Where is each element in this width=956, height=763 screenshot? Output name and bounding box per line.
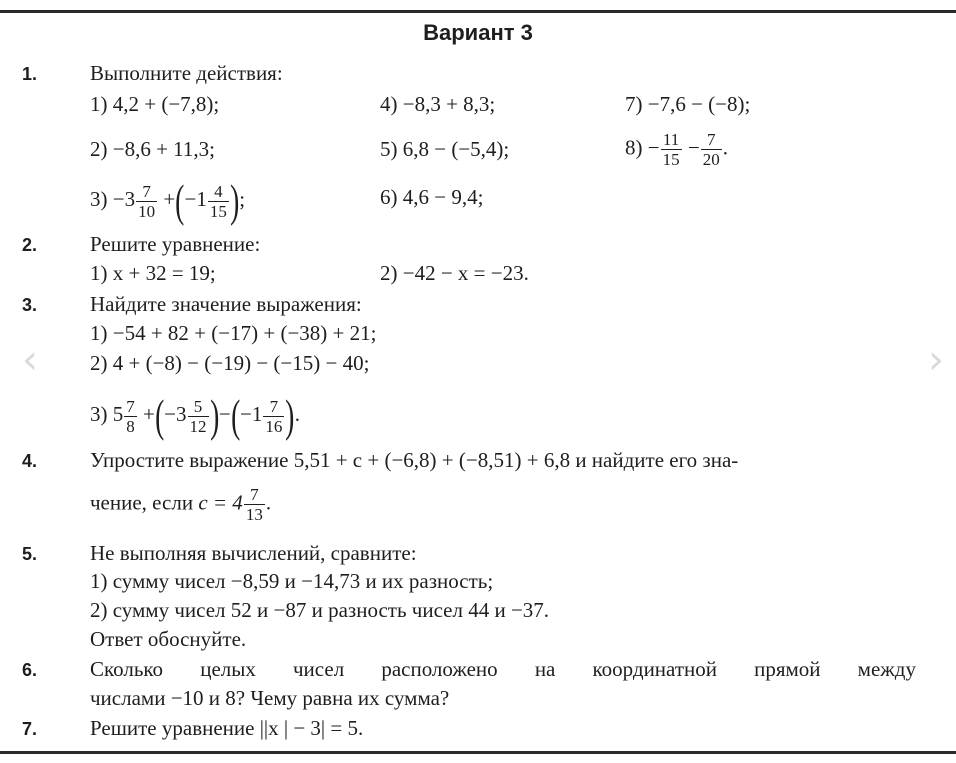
task-2-equation-1: 1) x + 32 = 19; bbox=[90, 261, 216, 285]
task-1-item-4: 4) −8,3 + 8,3; bbox=[380, 92, 496, 116]
task-5-text: Не выполняя вычислений, сравните: bbox=[90, 541, 417, 565]
task-3-line-1: 1) −54 + 82 + (−17) + (−38) + 21; bbox=[90, 321, 377, 345]
fraction-7-13: $\frac{7}{13}$ bbox=[245, 485, 263, 524]
prev-page-arrow-icon[interactable]: ‹ bbox=[22, 337, 38, 383]
page-title: Вариант 3 bbox=[423, 20, 533, 45]
task-1-item-5: 5) 6,8 − (−5,4); bbox=[380, 137, 510, 161]
fraction-7-20: $\frac{7}{20}$ bbox=[702, 130, 720, 169]
task-2-text: Решите уравнение: bbox=[90, 232, 261, 256]
task-1-item-6: 6) 4,6 − 9,4; bbox=[380, 185, 484, 209]
task-3-number: 3. bbox=[22, 295, 38, 315]
fraction-7-10: $\frac{7}{10}$ bbox=[138, 181, 156, 221]
task-1-item-8: 8) − $\frac{11}{15}$ − $\frac{7}{20}$ . bbox=[625, 130, 728, 169]
task-3-line-2: 2) 4 + (−8) − (−19) − (−15) − 40; bbox=[90, 351, 370, 375]
task-4-line-1: Упростите выражение 5,51 + c + (−6,8) + (−8,51) + 6,8 и найдите его зна- bbox=[90, 448, 739, 472]
task-1-item-3: 3) −3 $\frac{7}{10}$ +(−1 $\frac{4}{15}$ ); bbox=[90, 175, 246, 226]
bottom-rule bbox=[0, 751, 956, 754]
task-5-line-1: 1) сумму чисел −8,59 и −14,73 и их разность; bbox=[90, 569, 494, 593]
fraction-11-15: $\frac{11}{15}$ bbox=[662, 130, 680, 169]
item-8-label: 8) bbox=[625, 135, 643, 160]
task-6-line-1: Сколько целых чисел расположено на координатной прямой между bbox=[90, 657, 916, 681]
fraction-4-15: $\frac{4}{15}$ bbox=[209, 181, 227, 221]
task-7-text: Решите уравнение ||x | − 3| = 5. bbox=[90, 716, 364, 740]
task-4-number: 4. bbox=[22, 451, 38, 471]
task-3-text: Найдите значение выражения: bbox=[90, 292, 362, 316]
task-4-line-2: чение, если c = 4 $\frac{7}{13}$ . bbox=[90, 485, 272, 524]
fraction-7-16: $\frac{7}{16}$ bbox=[265, 396, 283, 436]
next-page-arrow-icon[interactable]: › bbox=[928, 337, 944, 383]
task-1-number: 1. bbox=[22, 64, 38, 84]
task-2-number: 2. bbox=[22, 235, 38, 255]
task-6-number: 6. bbox=[22, 660, 38, 680]
task-6-line-2: числами −10 и 8? Чему равна их сумма? bbox=[90, 686, 450, 710]
task-5-line-2: 2) сумму чисел 52 и −87 и разность чисел 44 и −37. bbox=[90, 598, 550, 622]
task-2-equation-2: 2) −42 − x = −23. bbox=[380, 261, 529, 285]
fraction-7-8: $\frac{7}{8}$ bbox=[126, 396, 135, 436]
task-1-text: Выполните действия: bbox=[90, 61, 283, 85]
task-3-item-3: 3) 5 $\frac{7}{8}$ +(−3 $\frac{5}{12}$ )−(−1 $\frac{7}{16}$ ). bbox=[90, 390, 300, 441]
task-7-number: 7. bbox=[22, 719, 38, 739]
fraction-5-12: $\frac{5}{12}$ bbox=[189, 396, 207, 436]
task-5-line-3: Ответ обоснуйте. bbox=[90, 627, 247, 651]
task-1-item-2: 2) −8,6 + 11,3; bbox=[90, 137, 215, 161]
variable-c: c = 4 bbox=[198, 490, 243, 515]
task-1-item-7: 7) −7,6 − (−8); bbox=[625, 92, 751, 116]
task-5-number: 5. bbox=[22, 544, 38, 564]
top-rule bbox=[0, 10, 956, 13]
task-1-item-1: 1) 4,2 + (−7,8); bbox=[90, 92, 220, 116]
